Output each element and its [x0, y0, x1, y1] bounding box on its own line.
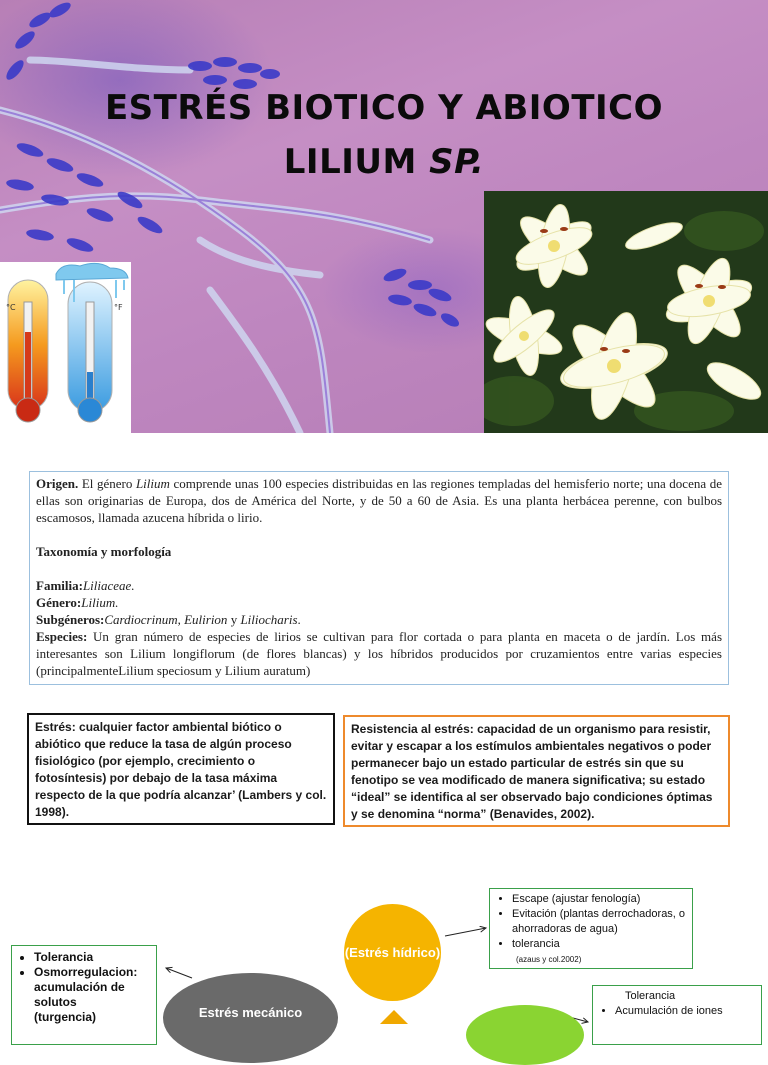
resistencia-text: capacidad de un organismo para resistir, evitar y escapar a los estímulos ambientales negativos o poder permanecer bajo un estado particular de estrés sin que su fenotipo se vea modificado de manera significativa; su estado “ideal” se identifica al ser observado bajo condiciones óptimas y se denomina “norma” (Benavides, 2002). — [351, 722, 713, 821]
taxonomy-heading — [36, 543, 722, 560]
lily-flower-illustration — [484, 191, 768, 433]
celsius-label: °C — [6, 303, 16, 312]
arrow-to-top-box — [445, 928, 486, 936]
resistencia-definition-box — [343, 715, 730, 827]
thermometer-icon — [0, 262, 131, 433]
origin-genus: Lilium — [135, 476, 170, 491]
especies-text: Un gran número de especies de lirios se cultivan para flor cortada o para planta en maceta o de jardín. Los más interesantes son Lilium longiflorum (de flores blancas) y los híbridos producidos por cruzamientos entre varias especies (principalmenteLilium speciosum y Lilium auratum) — [36, 629, 722, 678]
arrow-to-left-box — [166, 968, 192, 978]
origin-textbox — [29, 471, 729, 685]
origin-label: Origen. — [36, 476, 79, 491]
estres-hidrico-list-box — [489, 888, 693, 969]
estres-hidrico-list — [494, 892, 688, 952]
subgenero-sep-2: y — [227, 612, 241, 627]
familia-label: Familia: — [36, 578, 83, 593]
right-box-title: Tolerancia — [625, 990, 676, 1002]
genero-line — [36, 594, 722, 611]
citation: (azaus y col.2002) — [516, 955, 582, 964]
estres-definition-box — [27, 713, 335, 825]
tolerancia-right-box — [592, 985, 762, 1045]
thermometers-image — [0, 262, 131, 433]
subgenero-end: . — [297, 612, 301, 627]
subgenero-1: Cardiocrinum — [104, 612, 178, 627]
tolerancia-list-box — [11, 945, 157, 1045]
genero-label: Género: — [36, 595, 82, 610]
subgenero-3: Liliocharis — [240, 612, 298, 627]
origin-text-b: comprende unas 100 especies distribuidas en las regiones templadas del hemisferio norte; una docena de ellas son originarias de Europa, dos de América del Norte, y de 50 a 60 de Asia. Es una planta herbácea perenne, con bulbos escamosos, llamada azucena híbrida o lirio. — [36, 476, 722, 525]
subgenero-2: Eulirion — [184, 612, 228, 627]
tolerancia-list — [16, 950, 152, 1025]
subgeneros-line — [36, 611, 722, 628]
genero-value: Lilium. — [81, 595, 119, 610]
lily-photo — [484, 191, 768, 433]
list-item: • Evitación (plantas derrochadoras, o ahorradoras de agua) — [512, 907, 688, 937]
estres-text: cualquier factor ambiental biótico o abiótico que reduce la tasa de algún proceso fisiológico (por ejemplo, crecimiento o fotosíntesis) por debajo de la tasa máxima respecto de la que podría alcanzar’ (Lambers y col. 1998). — [35, 720, 327, 819]
estres-mecanico-node: Estrés mecánico — [163, 973, 338, 1063]
list-item: (turgencia) — [34, 1010, 97, 1024]
estres-hidrico-node: (Estrés hídrico) — [344, 904, 441, 1001]
subtitle-main: LILIUM — [283, 142, 430, 182]
list-item: • tolerancia — [512, 937, 688, 952]
fahrenheit-label: °F — [114, 303, 123, 312]
green-node — [466, 1005, 584, 1065]
right-box-list — [597, 1004, 757, 1019]
subgenero-sep-1: , — [177, 612, 185, 627]
up-arrow-icon — [380, 1010, 408, 1024]
taxonomy-heading-text: Taxonomía y morfología — [36, 544, 172, 559]
especies-label: Especies: — [36, 629, 88, 644]
header-banner — [0, 0, 768, 433]
list-item: • Osmorregulacion: acumulación de solutos — [34, 965, 152, 1010]
familia-line — [36, 577, 722, 594]
estres-label: Estrés: — [35, 720, 76, 734]
familia-value: Liliaceae. — [82, 578, 135, 593]
list-item: • Tolerancia — [34, 950, 152, 965]
origin-text-a: El género — [78, 476, 136, 491]
list-item: • Acumulación de iones — [615, 1004, 757, 1019]
subtitle-italic: SP. — [429, 142, 485, 182]
page-subtitle — [0, 142, 768, 182]
subgeneros-label: Subgéneros: — [36, 612, 105, 627]
resistencia-label: Resistencia al estrés: — [351, 722, 474, 736]
page-title: ESTRÉS BIOTICO Y ABIOTICO — [104, 88, 664, 128]
list-item: • Escape (ajustar fenología) — [512, 892, 688, 907]
especies-line — [36, 628, 722, 679]
origin-paragraph — [36, 475, 722, 526]
